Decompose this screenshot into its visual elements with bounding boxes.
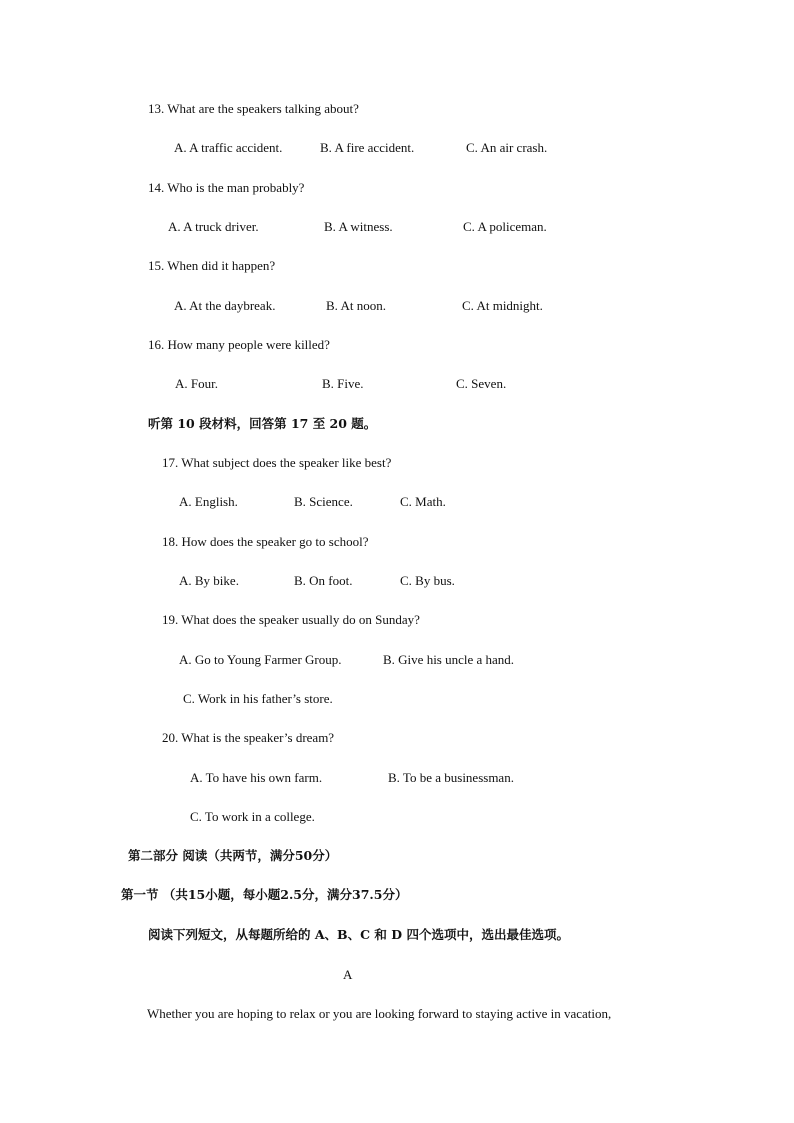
- option-18-b: B. On foot.: [294, 573, 353, 588]
- question-20: 20. What is the speaker’s dream?: [162, 730, 335, 745]
- option-19-b: B. Give his uncle a hand.: [383, 652, 515, 667]
- question-15: 15. When did it happen?: [148, 258, 276, 273]
- option-17-a: A. English.: [179, 494, 238, 509]
- option-20-c: C. To work in a college.: [190, 809, 315, 824]
- option-16-a: A. Four.: [175, 376, 218, 391]
- section-10-heading: 听第 10 段材料，回答第 17 至 20 题。: [148, 416, 377, 431]
- option-18-c: C. By bus.: [400, 573, 455, 588]
- option-17-c: C. Math.: [400, 494, 446, 509]
- option-20-b: B. To be a businessman.: [388, 770, 514, 785]
- option-15-b: B. At noon.: [326, 298, 386, 313]
- passage-label: A: [343, 967, 353, 982]
- question-19: 19. What does the speaker usually do on Sunday?: [162, 612, 420, 627]
- option-15-c: C. At midnight.: [462, 298, 543, 313]
- question-14: 14. Who is the man probably?: [148, 180, 305, 195]
- question-18: 18. How does the speaker go to school?: [162, 534, 369, 549]
- question-17: 17. What subject does the speaker like best?: [162, 455, 392, 470]
- option-16-b: B. Five.: [322, 376, 364, 391]
- option-16-c: C. Seven.: [456, 376, 507, 391]
- question-16: 16. How many people were killed?: [148, 337, 330, 352]
- question-13: 13. What are the speakers talking about?: [148, 101, 359, 116]
- option-14-a: A. A truck driver.: [168, 219, 259, 234]
- option-17-b: B. Science.: [294, 494, 353, 509]
- option-13-b: B. A fire accident.: [320, 140, 415, 155]
- passage-first-line: Whether you are hoping to relax or you are looking forward to staying active in vacation,: [147, 1006, 612, 1021]
- option-20-a: A. To have his own farm.: [190, 770, 323, 785]
- option-19-a: A. Go to Young Farmer Group.: [179, 652, 342, 667]
- option-14-b: B. A witness.: [324, 219, 393, 234]
- reading-instruction: 阅读下列短文，从每题所给的 A、B、C 和 D 四个选项中，选出最佳选项。: [148, 927, 569, 942]
- option-18-a: A. By bike.: [179, 573, 239, 588]
- part-2-heading: 第二部分 阅读（共两节，满分50分）: [128, 848, 338, 863]
- option-13-c: C. An air crash.: [466, 140, 548, 155]
- section-1-heading: 第一节 （共15小题，每小题2.5分，满分37.5分）: [121, 887, 408, 902]
- option-14-c: C. A policeman.: [463, 219, 547, 234]
- option-13-a: A. A traffic accident.: [174, 140, 283, 155]
- option-15-a: A. At the daybreak.: [174, 298, 276, 313]
- option-19-c: C. Work in his father’s store.: [183, 691, 333, 706]
